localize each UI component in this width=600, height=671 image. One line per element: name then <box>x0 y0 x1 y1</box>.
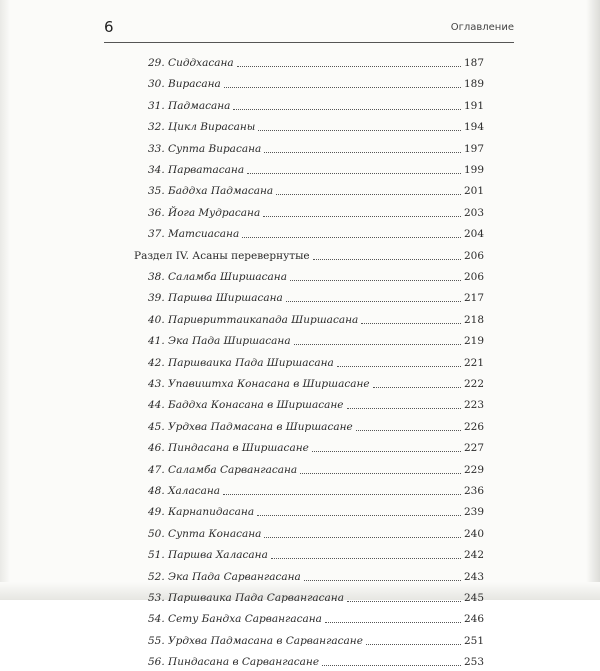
dot-leader <box>264 536 461 538</box>
toc-entry-page-number: 187 <box>463 57 484 69</box>
dot-leader <box>286 300 461 302</box>
toc-entry <box>148 396 484 414</box>
toc-entry <box>148 439 484 457</box>
toc-entry-page-number: 227 <box>463 442 484 455</box>
toc-entry-title: 45. Урдхва Падмасана в Ширшасане <box>148 420 353 433</box>
toc-entry-page-number: 191 <box>463 99 484 112</box>
toc-entry-title: Раздел IV. Асаны перевернутые <box>134 249 310 262</box>
dot-leader <box>242 236 461 238</box>
toc-entry-page-number: 199 <box>463 164 484 176</box>
dot-leader <box>347 407 461 409</box>
dot-leader <box>322 664 461 666</box>
toc-entry <box>148 289 484 307</box>
toc-entry-title: 31. Падмасана <box>148 99 231 112</box>
dot-leader <box>373 386 461 388</box>
toc-entry-title: 44. Баддха Конасана в Ширшасане <box>148 399 344 412</box>
toc-entry <box>148 503 484 521</box>
dot-leader <box>325 621 461 623</box>
toc-entry-title: 35. Баддха Падмасана <box>148 185 274 198</box>
toc-entry-page-number: 245 <box>463 592 484 604</box>
toc-entry-title: 52. Эка Пада Сарвангасана <box>148 570 301 583</box>
dot-leader <box>313 258 461 260</box>
toc-entry-page-number: 203 <box>463 206 484 219</box>
page-header <box>104 18 514 40</box>
toc-entry-title: 40. Паривриттаикапада Ширшасана <box>148 313 359 326</box>
scan-shadow-left <box>0 0 10 600</box>
toc-entry <box>148 140 484 158</box>
dot-leader <box>271 557 461 559</box>
dot-leader <box>258 129 461 131</box>
dot-leader <box>294 343 461 345</box>
dot-leader <box>356 429 461 431</box>
toc-entry-title: 55. Урдхва Падмасана в Сарвангасане <box>148 634 363 647</box>
toc-entry-page-number: 189 <box>463 78 484 91</box>
toc-entry-page-number: 197 <box>463 142 484 155</box>
toc-entry <box>148 632 484 650</box>
toc-section-heading <box>134 247 484 265</box>
toc-entry-page-number: 240 <box>463 527 484 540</box>
running-title: Оглавление <box>450 22 514 33</box>
dot-leader <box>263 215 461 217</box>
dot-leader <box>312 450 461 452</box>
toc-entry-page-number: 218 <box>463 313 484 326</box>
toc-entry-title: 49. Карнапидасана <box>148 506 255 519</box>
toc-entry-page-number: 219 <box>463 335 484 348</box>
toc-entry-title: 30. Вирасана <box>148 78 221 91</box>
toc-entry-title: 54. Сету Бандха Сарвангасана <box>148 613 322 626</box>
toc-entry-page-number: 201 <box>463 185 484 198</box>
toc-entry-page-number: 239 <box>463 506 484 519</box>
toc-entry-title: 51. Паршва Халасана <box>148 549 268 562</box>
toc-entry <box>148 461 484 479</box>
dot-leader <box>347 600 461 602</box>
toc-entry <box>148 589 484 607</box>
toc-entry-page-number: 253 <box>463 656 484 669</box>
toc-entry-title: 34. Парватасана <box>148 164 245 176</box>
dot-leader <box>361 322 461 324</box>
toc-entry-page-number: 222 <box>463 378 484 390</box>
toc-entry <box>148 418 484 436</box>
dot-leader <box>237 65 461 67</box>
page-number: 6 <box>104 18 114 36</box>
toc-entry-title: 42. Паршваика Пада Ширшасана <box>148 356 334 369</box>
toc-entry <box>148 225 484 243</box>
toc-entry-page-number: 236 <box>463 485 484 497</box>
toc-entry-page-number: 206 <box>463 249 484 262</box>
toc-entry-title: 38. Саламба Ширшасана <box>148 271 287 283</box>
dot-leader <box>366 643 461 645</box>
toc-entry-title: 50. Супта Конасана <box>148 527 262 540</box>
toc-entry-title: 33. Супта Вирасана <box>148 142 262 155</box>
dot-leader <box>264 151 461 153</box>
dot-leader <box>290 279 461 281</box>
toc-entry-page-number: 251 <box>463 634 484 647</box>
toc-entry <box>148 118 484 136</box>
toc-entry-page-number: 206 <box>463 271 484 283</box>
toc-entry-title: 39. Паршва Ширшасана <box>148 292 283 305</box>
toc-entry <box>148 54 484 72</box>
toc-entry <box>148 332 484 350</box>
dot-leader <box>224 86 461 88</box>
toc-entry-page-number: 194 <box>463 121 484 134</box>
dot-leader <box>337 365 461 367</box>
dot-leader <box>300 472 461 474</box>
toc-entry <box>148 546 484 564</box>
toc-entry <box>148 161 484 179</box>
dot-leader <box>304 579 461 581</box>
header-rule <box>104 42 514 43</box>
dot-leader <box>257 514 461 516</box>
toc-entry-title: 43. Упавиштха Конасана в Ширшасане <box>148 378 370 390</box>
toc-entry <box>148 525 484 543</box>
toc-entry <box>148 268 484 286</box>
dot-leader <box>223 493 461 495</box>
toc-entry-page-number: 223 <box>463 399 484 412</box>
toc-entry-page-number: 242 <box>463 549 484 562</box>
toc-entry-title: 36. Йога Мудрасана <box>148 206 261 219</box>
toc-entry-title: 48. Халасана <box>148 485 221 497</box>
toc-entry-title: 41. Эка Пада Ширшасана <box>148 335 291 348</box>
toc-entry-title: 47. Саламба Сарвангасана <box>148 463 298 476</box>
toc-entry-title: 37. Матсиасана <box>148 228 240 241</box>
toc-entry-title: 53. Паршваика Пада Сарвангасана <box>148 592 344 604</box>
toc-entry <box>148 568 484 586</box>
toc-entry <box>148 311 484 329</box>
toc-entry <box>148 610 484 628</box>
toc-entry <box>148 375 484 393</box>
toc-entry-page-number: 226 <box>463 420 484 433</box>
toc-entry <box>148 97 484 115</box>
toc-entry <box>148 482 484 500</box>
dot-leader <box>276 193 461 195</box>
toc-entry <box>148 75 484 93</box>
toc-entry <box>148 204 484 222</box>
toc-entry-page-number: 246 <box>463 613 484 626</box>
toc-entry-title: 46. Пиндасана в Ширшасане <box>148 442 309 455</box>
dot-leader <box>233 108 461 110</box>
toc-entry-title: 32. Цикл Вирасаны <box>148 121 256 134</box>
toc-entry <box>148 653 484 671</box>
scan-shadow-right <box>586 0 600 600</box>
toc-entry <box>148 354 484 372</box>
dot-leader <box>247 172 461 174</box>
toc-entry-title: 29. Сиддхасана <box>148 57 234 69</box>
toc-entry-page-number: 243 <box>463 570 484 583</box>
toc-entry <box>148 182 484 200</box>
toc-entry-page-number: 229 <box>463 463 484 476</box>
toc-entry-page-number: 204 <box>463 228 484 241</box>
toc-entry-title: 56. Пиндасана в Сарвангасане <box>148 656 320 669</box>
toc-entry-page-number: 221 <box>463 356 484 369</box>
toc-entry-page-number: 217 <box>463 292 484 305</box>
